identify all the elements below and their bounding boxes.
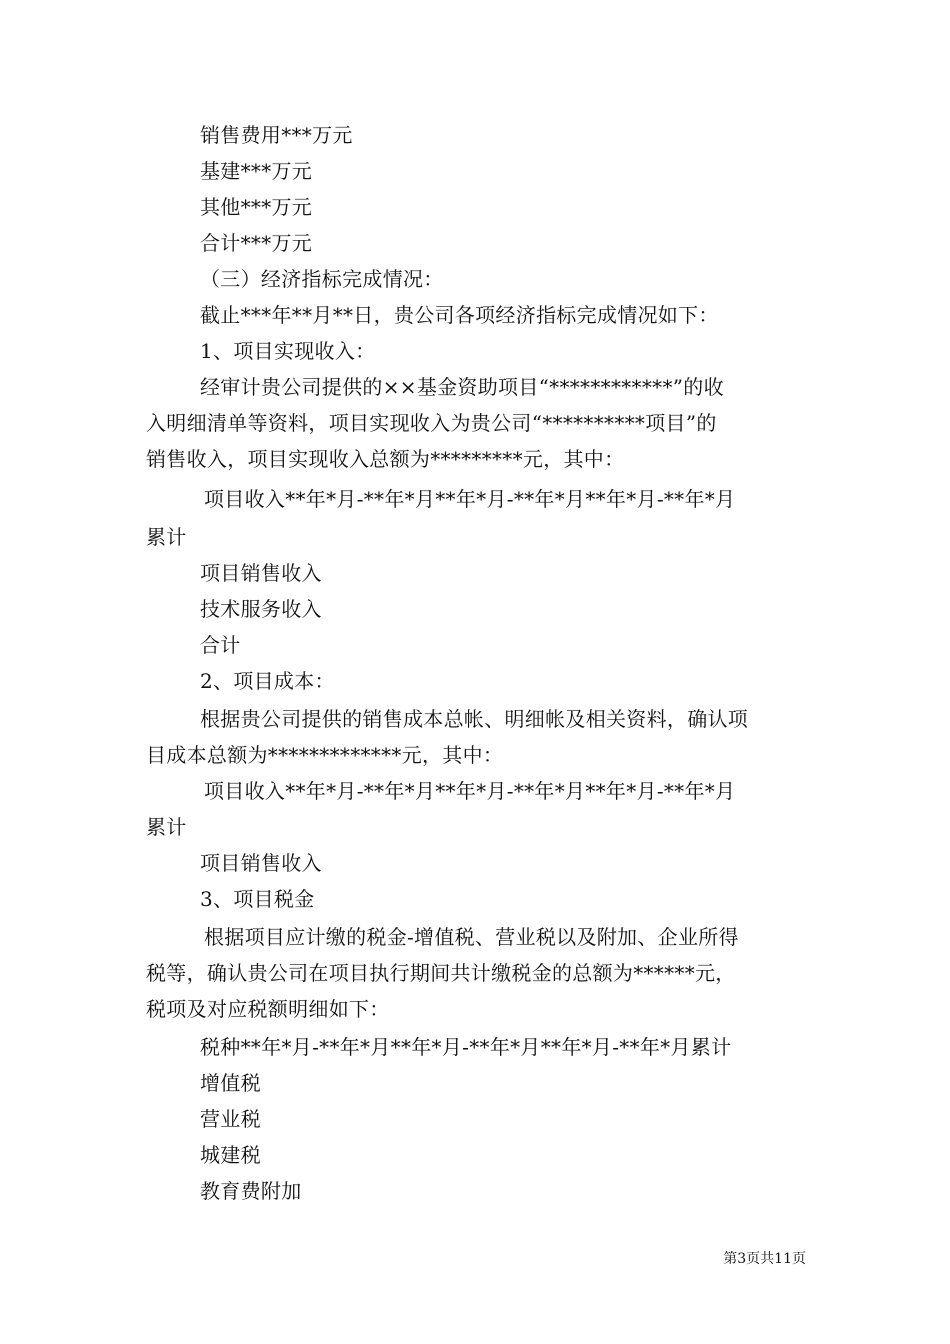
subheading-project-cost: 2、项目成本： — [200, 669, 335, 693]
paragraph-tax-line-2: 税等，确认贵公司在项目执行期间共计缴税金的总额为******元， — [146, 961, 736, 985]
paragraph-revenue-line-2: 入明细清单等资料，项目实现收入为贵公司“**********项目”的 — [146, 411, 717, 435]
table-row-urban-construction-tax: 城建税 — [200, 1143, 261, 1167]
table-row-revenue-total: 合计 — [200, 633, 241, 657]
text-line-as-of-date: 截止***年**月**日，贵公司各项经济指标完成情况如下： — [200, 303, 719, 327]
paragraph-tax-line-3: 税项及对应税额明细如下： — [146, 997, 390, 1021]
paragraph-tax-line-1: 根据项目应计缴的税金-增值税、营业税以及附加、企业所得 — [204, 925, 739, 949]
table-header-cost: 项目收入**年*月-**年*月**年*月-**年*月**年*月-**年*月 — [204, 779, 736, 803]
table-header-cost-cumulative: 累计 — [146, 815, 187, 839]
table-row-education-surcharge: 教育费附加 — [200, 1179, 302, 1203]
text-line-construction: 基建***万元 — [200, 159, 313, 183]
table-row-cost-sales-revenue: 项目销售收入 — [200, 851, 322, 875]
table-row-vat: 增值税 — [200, 1071, 261, 1095]
table-header-revenue-cumulative: 累计 — [146, 525, 187, 549]
page-number-footer: 第3页共11页 — [723, 1251, 806, 1267]
paragraph-revenue-line-1: 经审计贵公司提供的××基金资助项目“************”的收 — [200, 375, 724, 399]
table-header-revenue: 项目收入**年*月-**年*月**年*月-**年*月**年*月-**年*月 — [204, 487, 736, 511]
table-header-tax: 税种**年*月-**年*月**年*月-**年*月**年*月-**年*月累计 — [200, 1035, 732, 1059]
table-row-business-tax: 营业税 — [200, 1107, 261, 1131]
text-line-other: 其他***万元 — [200, 195, 313, 219]
text-line-sales-expense: 销售费用***万元 — [200, 123, 353, 147]
section-heading-economic-indicators: （三）经济指标完成情况： — [200, 267, 444, 291]
table-row-tech-service-revenue: 技术服务收入 — [200, 597, 322, 621]
subheading-project-revenue: 1、项目实现收入： — [200, 339, 376, 363]
paragraph-cost-line-2: 目成本总额为*************元，其中： — [146, 743, 504, 767]
table-row-sales-revenue: 项目销售收入 — [200, 561, 322, 585]
paragraph-revenue-line-3: 销售收入，项目实现收入总额为*********元，其中： — [146, 447, 625, 471]
paragraph-cost-line-1: 根据贵公司提供的销售成本总帐、明细帐及相关资料，确认项 — [200, 707, 749, 731]
text-line-total: 合计***万元 — [200, 231, 313, 255]
subheading-project-tax: 3、项目税金 — [200, 887, 315, 911]
